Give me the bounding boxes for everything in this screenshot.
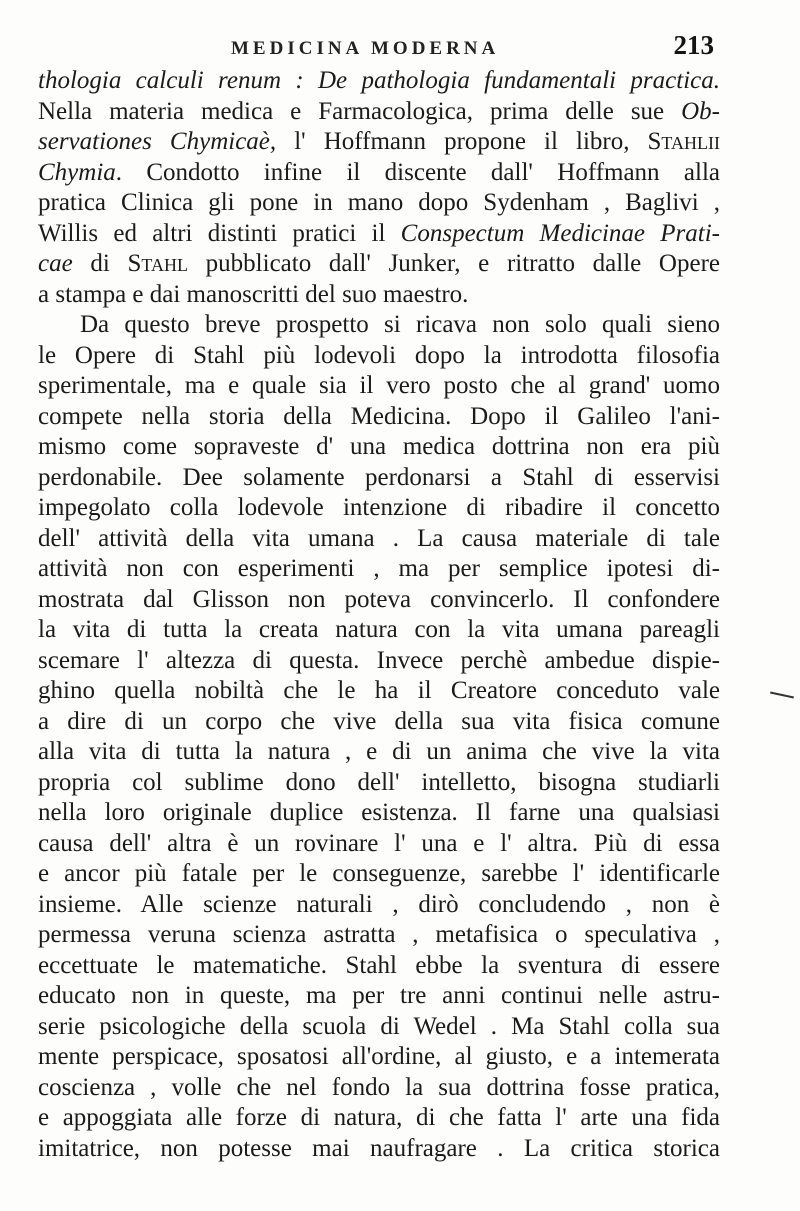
text-line (38, 341, 720, 372)
text-line (38, 798, 720, 829)
text-run: insieme. Alle scienze naturali , dirò concludendo , non è (38, 890, 720, 918)
text-run: scemare l' altezza di questa. Invece perchè ambedue dispie- (38, 646, 720, 674)
text-line (38, 524, 720, 555)
small-caps-name: Stahl (127, 250, 188, 277)
text-line (38, 432, 720, 463)
text-line (38, 1073, 720, 1104)
text-run: causa dell' altra è un rovinare l' una e l' altra. Più di essa (38, 829, 720, 857)
text-line (38, 463, 720, 494)
text-run: a dire di un corpo che vive della sua vita fisica comune (38, 707, 720, 735)
text-run: Willis ed altri distinti pratici il (38, 219, 401, 247)
text-run: a stampa e dai manoscritti del suo maestro. (38, 280, 469, 308)
text-run: le Opere di Stahl più lodevoli dopo la introdotta filosofia (38, 341, 720, 369)
text-run: sperimentale, ma e quale sia il vero posto che al grand' uomo (38, 372, 720, 399)
text-line (38, 280, 720, 311)
text-line (38, 676, 720, 707)
italic-text: Ob- (681, 97, 720, 125)
text-line (38, 1042, 720, 1073)
text-run: e appoggiata alle forze di natura, di che fatta l' arte una fida (38, 1104, 720, 1131)
text-run: imitatrice, non potesse mai naufragare . La critica storica (38, 1134, 720, 1162)
text-line (38, 615, 720, 646)
text-run: l' Hoffmann propone il libro, (294, 128, 648, 155)
text-line (38, 249, 720, 280)
text-run: la vita di tutta la creata natura con la vita umana pareagli (38, 616, 720, 643)
text-run: eccettuate le matematiche. Stahl ebbe la sventura di essere (38, 951, 720, 979)
text-line (38, 188, 720, 219)
page-header (38, 30, 714, 66)
text-run: dell' attività della vita umana . La causa materiale di tale (38, 524, 720, 552)
text-run: compete nella storia della Medicina. Dopo il Galileo l'ani- (38, 402, 720, 430)
text-run: Da questo breve prospetto si ricava non solo quali sieno (80, 311, 720, 338)
text-line (38, 158, 720, 189)
text-line (38, 1103, 720, 1134)
text-line (38, 554, 720, 585)
running-head: MEDICINA MODERNA (231, 38, 500, 59)
text-line (38, 707, 720, 738)
text-run: mostrata dal Glisson non poteva convincerlo. Il confondere (38, 585, 720, 613)
text-run: serie psicologiche della scuola di Wedel . Ma Stahl colla sua (38, 1012, 720, 1040)
text-line (38, 951, 720, 982)
text-run: pratica Clinica gli pone in mano dopo Sydenham , Baglivi , (38, 189, 720, 216)
text-line (38, 768, 720, 799)
text-run: Nella materia medica e Farmacologica, prima delle sue (38, 97, 682, 125)
text-run: coscienza , volle che nel fondo la sua dottrina fosse pratica, (38, 1073, 720, 1101)
margin-mark (770, 692, 794, 699)
text-run: educato non in queste, ma per tre anni continui nelle astru- (38, 982, 720, 1009)
text-run: e ancor più fatale per le conseguenze, sarebbe l' identificarle (38, 860, 720, 887)
text-run: pubblicato dall' Junker, e ritratto dalle Opere (187, 250, 720, 277)
text-run: attività non con esperimenti , ma per semplice ipotesi di- (38, 555, 720, 582)
text-run: impegolato colla lodevole intenzione di ribadire il concetto (38, 494, 720, 521)
italic-text: thologia calculi renum : De pathologia fundamentali practica. (38, 67, 720, 94)
text-line (38, 97, 720, 128)
text-run: di (72, 250, 128, 277)
small-caps-name: Stahlii (647, 128, 720, 155)
text-line (38, 1012, 720, 1043)
text-line (38, 127, 720, 158)
text-run: ghino quella nobiltà che le ha il Creatore conceduto vale (38, 677, 720, 704)
body-text (38, 66, 720, 1164)
text-run: propria col sublime dono dell' intelletto, bisogna studiarli (38, 768, 720, 796)
text-run: . Condotto infine il discente dall' Hoffmann alla (115, 158, 720, 186)
text-line (38, 737, 720, 768)
text-line (38, 981, 720, 1012)
text-line (38, 920, 720, 951)
italic-text: cae (38, 250, 73, 277)
text-line (38, 829, 720, 860)
text-line (38, 310, 720, 341)
text-line (38, 859, 720, 890)
text-run: perdonabile. Dee solamente perdonarsi a Stahl di esservisi (38, 463, 720, 491)
text-line (38, 219, 720, 250)
text-line (38, 890, 720, 921)
text-line (38, 585, 720, 616)
text-line (38, 493, 720, 524)
text-line (38, 1134, 720, 1165)
page-number: 213 (673, 30, 714, 60)
text-line (38, 66, 720, 97)
text-line (38, 646, 720, 677)
text-run: mente perspicace, sposatosi all'ordine, al giusto, e a intemerata (38, 1043, 720, 1070)
italic-text: Conspectum Medicinae Prati- (400, 219, 720, 247)
italic-text: servationes Chymicaè, (38, 128, 295, 155)
text-run: mismo come sopraveste d' una medica dottrina non era più (38, 433, 720, 460)
italic-text: Chymia (38, 158, 116, 186)
text-line (38, 371, 720, 402)
text-line (38, 402, 720, 433)
text-run: alla vita di tutta la natura , e di un anima che vive la vita (38, 738, 720, 765)
text-run: permessa veruna scienza astratta , metafisica o speculativa , (38, 921, 720, 948)
text-run: nella loro originale duplice esistenza. Il farne una qualsiasi (38, 799, 720, 826)
